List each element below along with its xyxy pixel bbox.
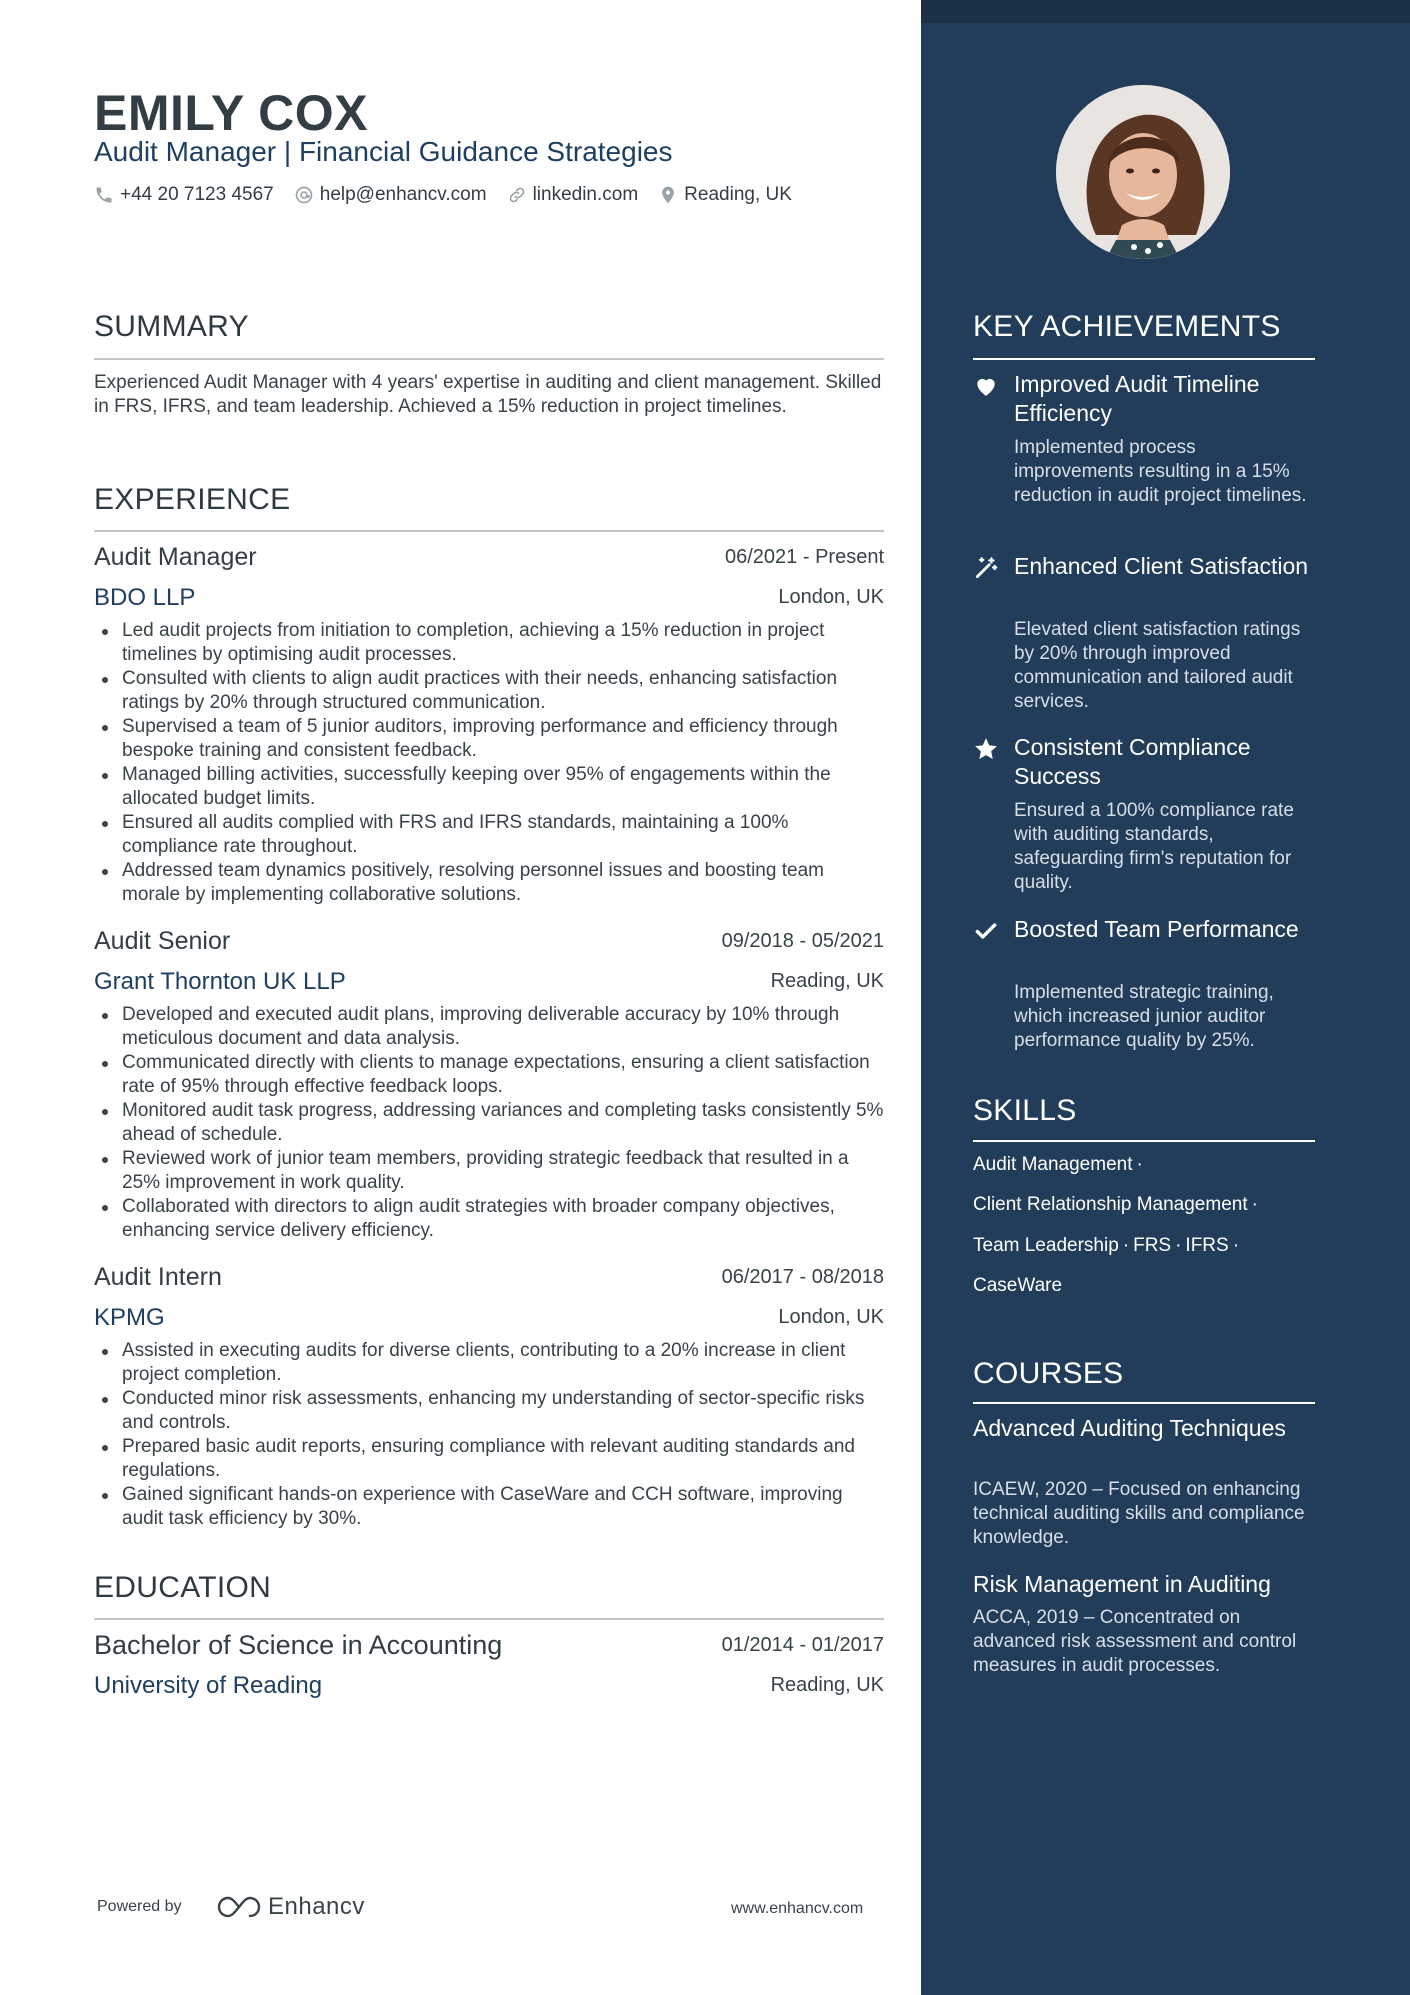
summary-divider <box>94 358 884 360</box>
skills-row <box>973 1275 1062 1297</box>
enhancv-brand-text: Enhancv <box>268 1893 365 1920</box>
job-bullet: Conducted minor risk assessments, enhancing my understanding of sector-specific risks and controls. <box>94 1387 884 1435</box>
achievement-title: Consistent Compliance Success <box>1014 734 1251 789</box>
job-bullet: Communicated directly with clients to manage expectations, ensuring a client satisfaction rate of 95% through effective feedback loops. <box>94 1051 884 1099</box>
job-dates: 09/2018 - 05/2021 <box>721 930 884 952</box>
footer-url[interactable]: www.enhancv.com <box>731 1900 864 1917</box>
degree-title: Bachelor of Science in Accounting <box>94 1630 503 1660</box>
skills-row <box>973 1235 1243 1257</box>
job-bullet: Reviewed work of junior team members, providing strategic feedback that resulted in a 25% improvement in work quality. <box>94 1147 884 1195</box>
job-location: London, UK <box>778 586 884 608</box>
profile-photo <box>1056 85 1230 259</box>
linkedin-text: linkedin.com <box>532 184 639 205</box>
course-title: Risk Management in Auditing <box>973 1571 1271 1597</box>
job-title: Audit Manager <box>94 543 257 571</box>
summary-text: Experienced Audit Manager with 4 years' expertise in auditing and client management. Skilled in FRS, IFRS, and team leadership. Achieved a 15% reduction in project timelines. <box>94 372 882 417</box>
check-icon <box>973 918 999 944</box>
summary-heading: SUMMARY <box>94 310 249 343</box>
school-name: University of Reading <box>94 1672 323 1699</box>
job-title: Audit Intern <box>94 1263 222 1291</box>
job-title: Audit Senior <box>94 927 231 955</box>
company-name: BDO LLP <box>94 584 196 611</box>
email-text: help@enhancv.com <box>319 184 487 205</box>
skill-item: Client Relationship Management <box>973 1194 1248 1215</box>
skills-heading: SKILLS <box>973 1094 1077 1127</box>
heart-icon <box>973 373 999 399</box>
education-dates: 01/2014 - 01/2017 <box>721 1634 884 1656</box>
achievements-heading: KEY ACHIEVEMENTS <box>973 310 1281 343</box>
job-dates: 06/2017 - 08/2018 <box>721 1266 884 1288</box>
experience-divider <box>94 530 884 532</box>
at-icon <box>294 185 314 205</box>
phone-text: +44 20 7123 4567 <box>120 184 274 205</box>
achievements-divider <box>973 358 1315 360</box>
company-name: Grant Thornton UK LLP <box>94 968 346 995</box>
job-bullet: Supervised a team of 5 junior auditors, improving performance and efficiency through bespoke training and consistent feedback. <box>94 715 884 763</box>
enhancv-logo[interactable] <box>216 1893 365 1921</box>
job-bullet: Led audit projects from initiation to completion, achieving a 15% reduction in project timelines by optimising audit processes. <box>94 619 884 667</box>
candidate-name: EMILY COX <box>94 85 369 141</box>
contact-phone[interactable] <box>94 184 274 206</box>
job-location: London, UK <box>778 1306 884 1328</box>
skill-item: IFRS <box>1185 1235 1229 1256</box>
skills-divider <box>973 1140 1315 1142</box>
achievement-desc: Implemented process improvements resulting in a 15% reduction in audit project timelines. <box>1014 437 1307 506</box>
skill-separator: · <box>1251 1194 1258 1215</box>
candidate-title: Audit Manager | Financial Guidance Strategies <box>94 136 673 167</box>
job-bullet: Managed billing activities, successfully keeping over 95% of engagements within the allocated budget limits. <box>94 763 884 811</box>
wand-icon <box>973 555 999 581</box>
skill-separator: · <box>1232 1235 1240 1256</box>
courses-heading: COURSES <box>973 1357 1124 1390</box>
star-icon <box>973 736 999 762</box>
job-bullet: Addressed team dynamics positively, resolving personnel issues and boosting team morale by implementing collaborative solutions. <box>94 859 884 907</box>
sidebar-top-bar <box>921 0 1410 23</box>
contact-linkedin[interactable] <box>507 184 639 206</box>
skills-row <box>973 1194 1262 1216</box>
achievement-title: Boosted Team Performance <box>1014 916 1299 942</box>
job-bullet: Consulted with clients to align audit practices with their needs, enhancing satisfaction ratings by 20% through structured communication. <box>94 667 884 715</box>
achievement-desc: Elevated client satisfaction ratings by 20% through improved communication and tailored audit services. <box>1014 619 1301 712</box>
courses-divider <box>973 1402 1315 1404</box>
job-bullets <box>94 1003 884 1243</box>
course-title: Advanced Auditing Techniques <box>973 1415 1286 1441</box>
achievement-desc: Ensured a 100% compliance rate with auditing standards, safeguarding firm's reputation for quality. <box>1014 800 1294 893</box>
job-dates: 06/2021 - Present <box>725 546 884 568</box>
skill-item: FRS <box>1133 1235 1172 1256</box>
education-heading: EDUCATION <box>94 1571 272 1604</box>
location-text: Reading, UK <box>684 184 792 205</box>
company-name: KPMG <box>94 1304 165 1331</box>
skill-item: Audit Management <box>973 1154 1133 1175</box>
job-bullet: Collaborated with directors to align audit strategies with broader company objectives, enhancing service delivery efficiency. <box>94 1195 884 1243</box>
job-location: Reading, UK <box>770 970 884 992</box>
education-divider <box>94 1618 884 1620</box>
skill-separator: · <box>1175 1235 1182 1256</box>
job-bullet: Gained significant hands-on experience with CaseWare and CCH software, improving audit task efficiency by 30%. <box>94 1483 884 1531</box>
contact-location <box>658 184 792 206</box>
profile-photo-illustration <box>1056 85 1230 259</box>
phone-icon <box>94 185 114 205</box>
powered-by-label: Powered by <box>97 1898 182 1915</box>
contact-info <box>94 184 812 206</box>
job-bullet: Monitored audit task progress, addressing variances and completing tasks consistently 5% ahead of schedule. <box>94 1099 884 1147</box>
link-icon <box>507 185 527 205</box>
achievement-title: Improved Audit Timeline Efficiency <box>1014 371 1260 426</box>
enhancv-logo-icon <box>216 1894 262 1920</box>
skill-item: Team Leadership <box>973 1235 1119 1256</box>
course-desc: ICAEW, 2020 – Focused on enhancing technical auditing skills and compliance knowledge. <box>973 1479 1305 1548</box>
experience-heading: EXPERIENCE <box>94 483 291 516</box>
course-desc: ACCA, 2019 – Concentrated on advanced risk assessment and control measures in audit processes. <box>973 1607 1297 1676</box>
achievement-desc: Implemented strategic training, which increased junior auditor performance quality by 25%. <box>1014 982 1274 1051</box>
skill-separator: · <box>1136 1154 1143 1175</box>
job-bullet: Prepared basic audit reports, ensuring compliance with relevant auditing standards and regulations. <box>94 1435 884 1483</box>
school-location: Reading, UK <box>770 1674 884 1696</box>
job-bullets <box>94 619 884 907</box>
skills-row <box>973 1154 1147 1176</box>
job-bullet: Ensured all audits complied with FRS and IFRS standards, maintaining a 100% compliance rate throughout. <box>94 811 884 859</box>
job-bullet: Assisted in executing audits for diverse clients, contributing to a 20% increase in client project completion. <box>94 1339 884 1387</box>
job-bullet: Developed and executed audit plans, improving deliverable accuracy by 10% through meticulous document and data analysis. <box>94 1003 884 1051</box>
skill-separator: · <box>1122 1235 1130 1256</box>
location-icon <box>658 185 678 205</box>
achievement-title: Enhanced Client Satisfaction <box>1014 553 1309 579</box>
job-bullets <box>94 1339 884 1531</box>
contact-email[interactable] <box>294 184 487 206</box>
skill-item: CaseWare <box>973 1275 1063 1296</box>
